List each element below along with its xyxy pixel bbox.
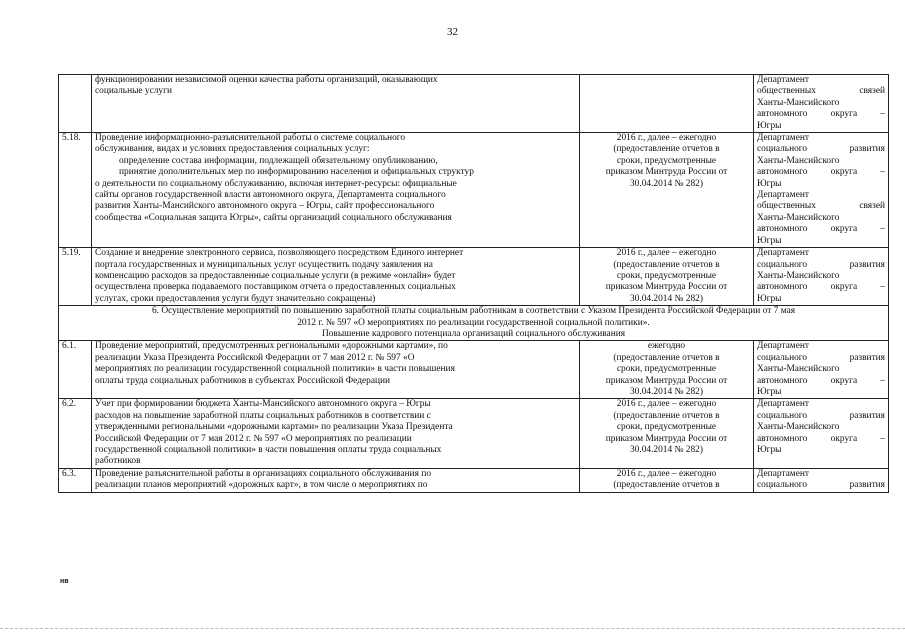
scan-artifact-line — [0, 628, 905, 629]
responsible-cell — [754, 399, 889, 468]
row-number: 6.1. — [59, 341, 92, 399]
activity-line: Проведение информационно-разъяснительной работы о системе социального — [95, 133, 406, 144]
row-number: 6.2. — [59, 399, 92, 468]
responsible-line: автономного округа – — [757, 433, 885, 444]
responsible-line: Департамент — [757, 190, 809, 201]
responsible-line: Ханты-Мансийского — [757, 364, 840, 375]
activity-line: принятие дополнительных мер по информированию населения и официальных структур — [119, 167, 474, 178]
row-number — [59, 75, 92, 133]
activity-cell — [92, 133, 580, 248]
term-line: 2016 г., далее – ежегодно — [616, 468, 717, 479]
activity-line: о деятельности по социальному обслуживанию, включая интернет-ресурсы: официальные — [95, 178, 457, 189]
activity-line: утвержденными региональными «дорожными картами» по реализации Указа Президента — [95, 422, 453, 433]
row-number: 5.18. — [59, 133, 92, 248]
activity-line: обслуживания, видах и условиях предоставления социальных услуг: — [95, 144, 370, 155]
term-line: 30.04.2014 № 282) — [629, 386, 703, 397]
term-line: (предоставление отчетов в — [613, 144, 720, 155]
activity-line: портала государственных и муниципальных услуг осуществить подачу заявления на — [95, 259, 433, 270]
responsible-line: Югры — [757, 178, 782, 189]
responsible-line: Ханты-Мансийского — [757, 155, 840, 166]
table-row — [59, 248, 889, 306]
responsible-cell — [754, 75, 889, 133]
responsible-line: автономного округа – — [757, 224, 885, 235]
term-line: приказом Минтруда России от — [605, 167, 728, 178]
activity-cell — [92, 468, 580, 492]
term-line: приказом Минтруда России от — [605, 433, 728, 444]
measures-table — [58, 74, 889, 493]
activity-line: Проведение мероприятий, предусмотренных региональными «дорожными картами», по — [95, 341, 448, 352]
responsible-line: Югры — [757, 235, 782, 246]
term-cell — [580, 248, 754, 306]
row-number: 6.3. — [59, 468, 92, 492]
responsible-line: автономного округа – — [757, 282, 885, 293]
activity-cell — [92, 75, 580, 133]
activity-cell — [92, 341, 580, 399]
activity-line: сообщества «Социальная защита Югры», сайты организаций социального обслуживания — [95, 212, 452, 223]
responsible-line: социального развития — [757, 259, 885, 270]
responsible-line: Ханты-Мансийского — [757, 212, 840, 223]
responsible-line: Департамент — [757, 399, 809, 410]
table-row — [59, 133, 889, 248]
responsible-line: Югры — [757, 386, 782, 397]
term-line: 30.04.2014 № 282) — [629, 178, 703, 189]
responsible-line: социального развития — [757, 480, 885, 491]
responsible-line: Югры — [757, 120, 782, 131]
activity-line: Учет при формировании бюджета Ханты-Мансийского автономного округа – Югры — [95, 399, 431, 410]
responsible-cell — [754, 341, 889, 399]
activity-line: развития Ханты-Мансийского автономного округа – Югры, сайт профессионального — [95, 201, 435, 212]
term-line: 2016 г., далее – ежегодно — [616, 399, 717, 410]
responsible-line: Ханты-Мансийского — [757, 270, 840, 281]
term-line: 30.04.2014 № 282) — [629, 293, 703, 304]
responsible-line: автономного округа – — [757, 375, 885, 386]
responsible-cell — [754, 248, 889, 306]
activity-line: мероприятиях по реализации государственной социальной политики» в части повышения — [95, 364, 455, 375]
activity-line: работников — [95, 456, 141, 467]
responsible-line: Югры — [757, 293, 782, 304]
responsible-line: общественных связей — [757, 201, 885, 212]
term-cell — [580, 341, 754, 399]
activity-line: определение состава информации, подлежащей обязательному опубликованию, — [119, 155, 438, 166]
responsible-cell — [754, 133, 889, 248]
activity-line: реализации Указа Президента Российской Федерации от 7 мая 2012 г. № 597 «О — [95, 352, 415, 363]
activity-line: расходов на повышение заработной платы социальных работников в соответствии с — [95, 410, 431, 421]
footer-initials: нв — [60, 578, 69, 585]
responsible-line: Департамент — [757, 75, 809, 85]
responsible-line: Департамент — [757, 248, 809, 259]
term-line: приказом Минтруда России от — [605, 375, 728, 386]
activity-line: оплаты труда социальных работников в субъектах Российской Федерации — [95, 375, 391, 386]
responsible-line: Ханты-Мансийского — [757, 97, 840, 108]
term-cell — [580, 75, 754, 133]
activity-line: реализации планов мероприятий «дорожных карт», в том числе о мероприятиях по — [95, 480, 428, 491]
activity-line: функционировании независимой оценки качества работы организаций, оказывающих — [95, 75, 438, 85]
term-cell — [580, 399, 754, 468]
term-line: (предоставление отчетов в — [613, 259, 720, 270]
table-row — [59, 75, 889, 133]
section-title-line: 6. Осуществление мероприятий по повышению заработной платы социальным работникам в соответствии с Указом Президента Российской Федерации от 7 мая — [151, 306, 796, 317]
activity-line: осуществлена проверка подаваемого поставщиком отчета о предоставленных социальных — [95, 282, 456, 293]
term-line: ежегодно — [647, 341, 686, 352]
activity-line: Проведение разъяснительной работы в организациях социального обслуживания по — [95, 468, 432, 479]
responsible-line: Югры — [757, 445, 782, 455]
responsible-line: социального развития — [757, 352, 885, 363]
responsible-line: автономного округа – — [757, 167, 885, 178]
term-line: (предоставление отчетов в — [613, 410, 720, 421]
section-title — [59, 306, 889, 341]
section-title-line: 2012 г. № 597 «О мероприятиях по реализации государственной социальной политики». — [297, 317, 650, 328]
term-cell — [580, 133, 754, 248]
table-row — [59, 341, 889, 399]
term-cell — [580, 468, 754, 492]
activity-line: Создание и внедрение электронного сервиса, позволяющего посредством Единого интернет — [95, 248, 464, 259]
term-line: 2016 г., далее – ежегодно — [616, 133, 717, 144]
term-line: 30.04.2014 № 282) — [629, 445, 703, 455]
activity-cell — [92, 248, 580, 306]
term-line: приказом Минтруда России от — [605, 282, 728, 293]
table-row — [59, 468, 889, 492]
term-line: (предоставление отчетов в — [613, 352, 720, 363]
term-line: сроки, предусмотренные — [616, 155, 717, 166]
activity-line: сайты органов государственной власти автономного округа, Департамента социального — [95, 190, 446, 201]
row-number: 5.19. — [59, 248, 92, 306]
responsible-line: Департамент — [757, 133, 809, 144]
term-line: (предоставление отчетов в — [613, 480, 720, 491]
responsible-line: социального развития — [757, 410, 885, 421]
responsible-line: общественных связей — [757, 86, 885, 97]
activity-line: государственной социальной политики» в части повышения оплаты труда социальных — [95, 445, 442, 455]
responsible-line: автономного округа – — [757, 109, 885, 120]
section-header-row — [59, 306, 889, 341]
responsible-line: Ханты-Мансийского — [757, 422, 840, 433]
responsible-line: социального развития — [757, 144, 885, 155]
responsible-line: Департамент — [757, 468, 809, 479]
term-line: сроки, предусмотренные — [616, 422, 717, 433]
activity-line: компенсацию расходов за предоставленные социальные услуги (в режиме «онлайн» будет — [95, 270, 456, 281]
term-line: 2016 г., далее – ежегодно — [616, 248, 717, 259]
term-line: сроки, предусмотренные — [616, 364, 717, 375]
section-subtitle: Повышение кадрового потенциала организаций социального обслуживания — [321, 328, 626, 339]
activity-line: социальные услуги — [95, 86, 172, 97]
activity-line: Российской Федерации от 7 мая 2012 г. № 597 «О мероприятиях по реализации — [95, 433, 412, 444]
page-number: 32 — [447, 26, 458, 38]
activity-cell — [92, 399, 580, 468]
activity-line: услугах, сроки предоставления услуги будут значительно сокращены) — [95, 293, 376, 304]
responsible-line: Департамент — [757, 341, 809, 352]
term-line: сроки, предусмотренные — [616, 270, 717, 281]
responsible-cell — [754, 468, 889, 492]
table-row — [59, 399, 889, 468]
